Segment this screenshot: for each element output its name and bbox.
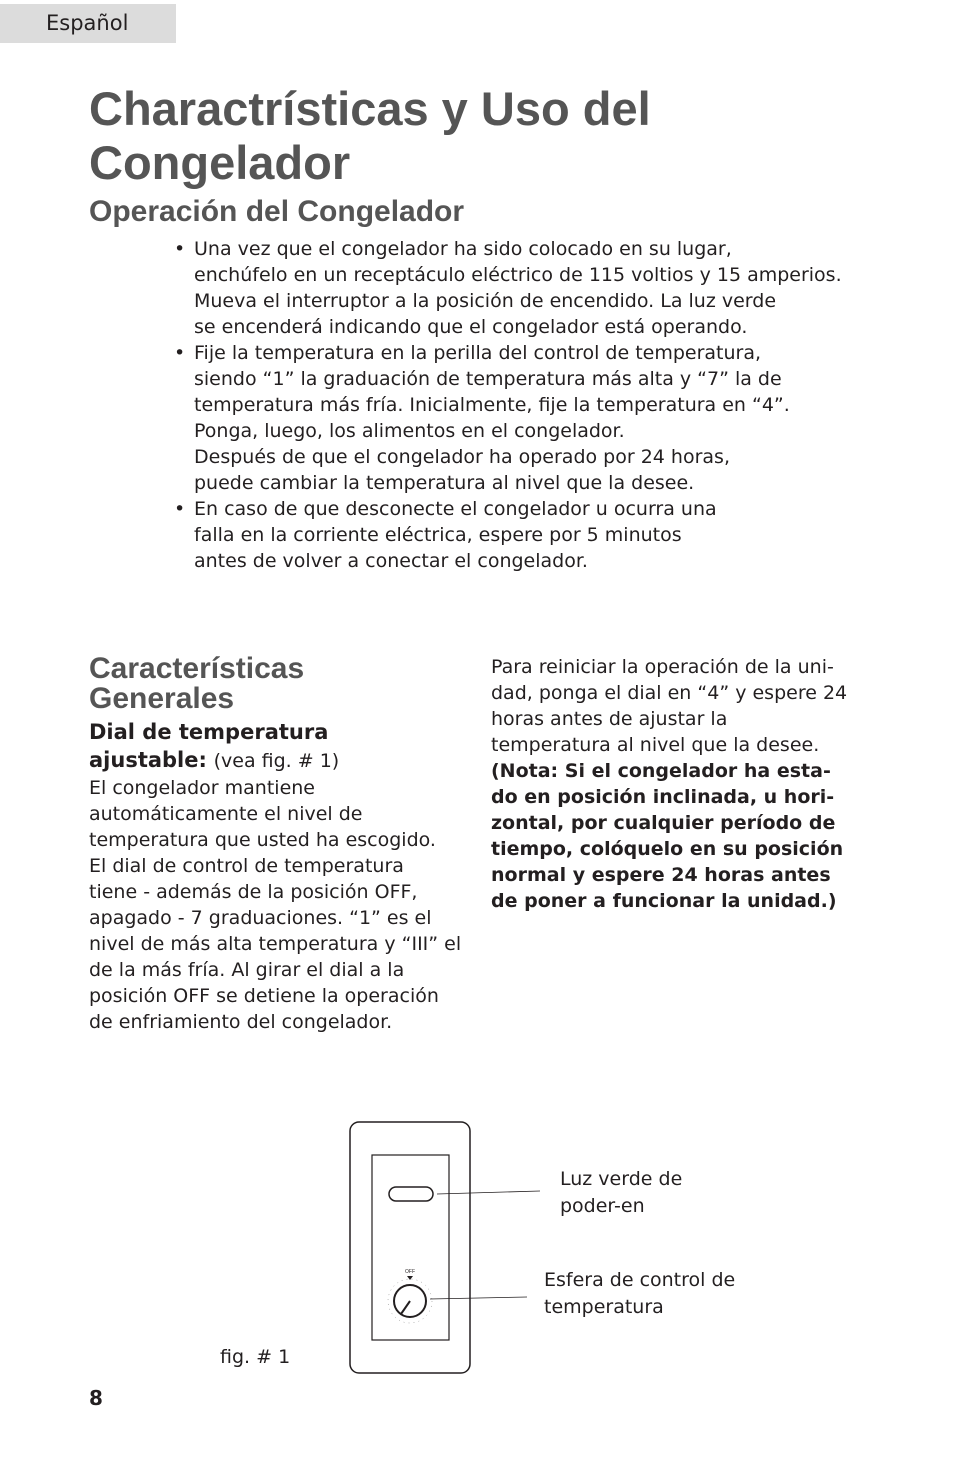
- dial-scale-ring: [388, 1279, 432, 1323]
- language-tab: Español: [0, 4, 176, 43]
- dial-knob-icon: [394, 1285, 426, 1317]
- dial-description: El congelador mantiene automáticamente el nivel de temperatura que usted ha escogido. El dial de control de temperatura tiene - además de la posición OFF, apagado - 7 graduaciones. “1” es el nivel de más alta temperatura y “III” el de la más fría. Al girar el dial a la posición OFF se detiene la operación de enfriamiento del congelador.: [89, 777, 462, 1033]
- page-title: Charactrísticas y Uso del Congelador: [89, 82, 651, 189]
- operation-heading: Operación del Congelador: [89, 195, 465, 228]
- light-callout-line: [437, 1191, 540, 1194]
- figure-label: fig. # 1: [220, 1346, 291, 1368]
- dial-callout-line: [430, 1297, 527, 1299]
- dial-heading-line2: ajustable:: [89, 748, 207, 772]
- dial-marker-icon: [407, 1276, 413, 1280]
- green-light-icon: [389, 1187, 433, 1201]
- panel-inner-frame: [372, 1155, 449, 1340]
- dial-heading: [89, 718, 459, 775]
- panel-outer-frame: [350, 1122, 470, 1373]
- reset-instructions: Para reiniciar la operación de la uni- dad, ponga el dial en “4” y espere 24 horas antes de ajustar la temperatura al nivel que la desee.: [491, 656, 848, 756]
- dial-off-label: OFF: [405, 1269, 415, 1275]
- light-callout-label: Luz verde de poder-en: [560, 1168, 683, 1217]
- operation-bullet-list: [174, 236, 864, 574]
- operation-bullet: • Una vez que el congelador ha sido colocado en su lugar, enchúfelo en un receptáculo eléctrico de 115 voltios y 15 amperios. Mueva el interruptor a la posición de encendido. La luz verde se encenderá indicando que el congelador está operando.: [174, 236, 864, 340]
- dial-heading-line1: Dial de temperatura: [89, 720, 329, 744]
- figure-reference: (vea fig. # 1): [213, 750, 340, 772]
- page-number: 8: [89, 1386, 103, 1410]
- dial-callout-label: Esfera de control de temperatura: [544, 1269, 736, 1318]
- operation-bullet: • Fije la temperatura en la perilla del control de temperatura, siendo “1” la graduación de temperatura más alta y “7” la de temperatura más fría. Inicialmente, fije la temperatura en “4”. Ponga, luego, los alimentos en el congelador. Después de que el congelador ha operado por 24 horas, puede cambiar la temperatura al nivel que la desee.: [174, 340, 864, 496]
- operation-bullet: • En caso de que desconecte el congelador u ocurra una falla en la corriente eléctrica, espere por 5 minutos antes de volver a conectar el congelador.: [174, 496, 864, 574]
- dial-pointer: [401, 1301, 410, 1314]
- tilt-note: (Nota: Si el congelador ha esta- do en posición inclinada, u hori- zontal, por cualquier período de tiempo, colóquelo en su posición normal y espere 24 horas antes de poner a funcionar la unidad.): [491, 760, 844, 912]
- general-heading: Características Generales: [89, 652, 305, 715]
